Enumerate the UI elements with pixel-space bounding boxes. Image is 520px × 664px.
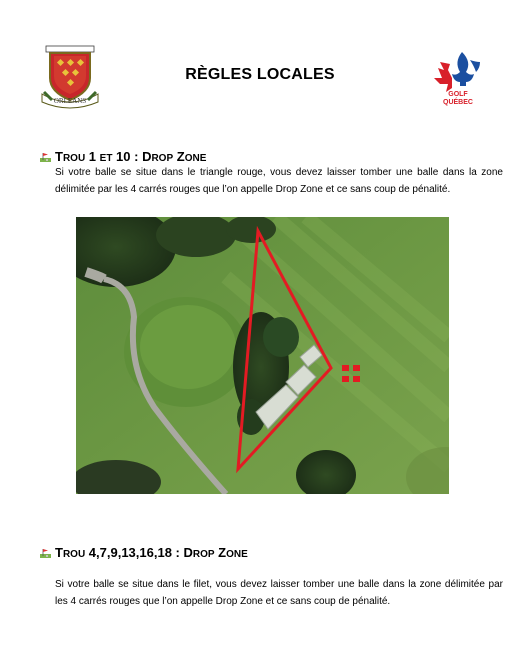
golf-flag-icon <box>40 152 51 162</box>
section1-heading-d1: D <box>142 149 152 164</box>
section1-text: Si votre balle se situe dans le triangle rouge, vous devez laisser tomber une balle dans la zone délimitée par les 4 carrés rouges que l’on appelle Drop Zone et ce sans coup de pénalité. <box>55 167 503 195</box>
section2-text: Si votre balle se situe dans le filet, vous devez laisser tomber une balle dans la zone délimitée par les 4 carrés rouges que l’on appelle Drop Zone et ce sans coup de pénalité. <box>55 579 503 607</box>
aerial-course-map <box>76 217 449 494</box>
section2-heading-t1: T <box>55 545 63 560</box>
section2-heading-t2: ROU <box>62 549 86 560</box>
golf-flag-icon <box>40 548 51 558</box>
section2-heading-d2: ROP <box>192 549 215 560</box>
section1-heading-z1: Z <box>173 149 185 164</box>
section1-heading-et: ET <box>99 153 113 164</box>
section1-heading <box>40 149 206 164</box>
section2-heading <box>40 545 248 560</box>
section2-heading-z1: Z <box>214 545 227 560</box>
section1-heading-d2: ROP <box>151 153 174 164</box>
section2-heading-nums: 4,7,9,13,16,18 : <box>85 545 184 560</box>
section1-heading-t2: ROU <box>62 153 86 164</box>
section2-heading-d1: D <box>183 545 193 560</box>
golf-quebec-line1: GOLF <box>448 91 468 98</box>
golf-quebec-line2: QUÉBEC <box>443 99 473 106</box>
section1-heading-mid: 1 <box>85 149 100 164</box>
section1-heading-z2: ONE <box>184 153 207 164</box>
section1-heading-t1: T <box>55 149 63 164</box>
section1-heading-num2: 10 : <box>112 149 143 164</box>
crest-banner-text: ORLEANS <box>53 97 87 105</box>
page-title: RÈGLES LOCALES <box>185 66 335 83</box>
section2-heading-z2: ONE <box>226 549 248 560</box>
